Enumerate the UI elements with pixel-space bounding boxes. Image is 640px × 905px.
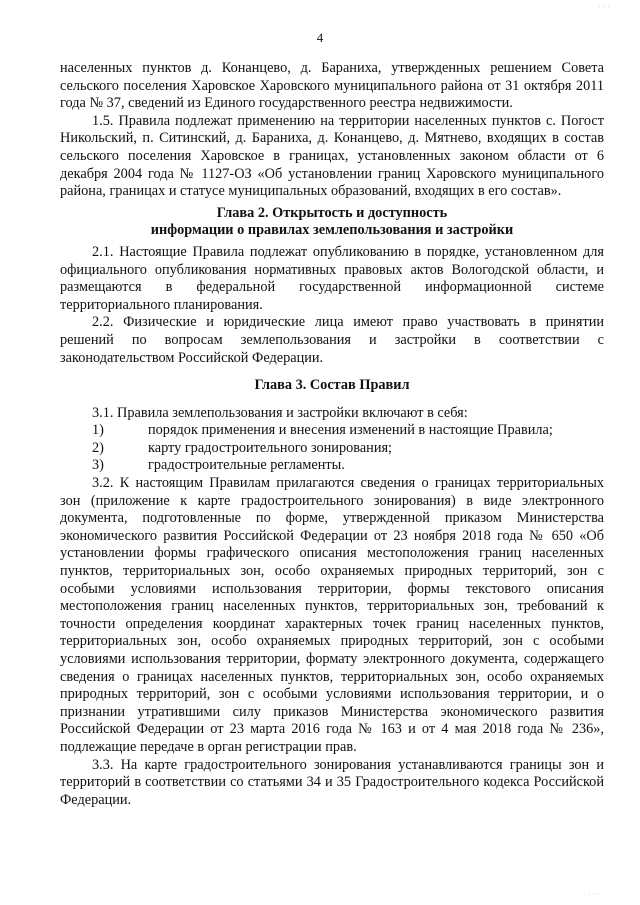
list-item <box>60 457 604 475</box>
chapter-2-title: Глава 2. Открытость и доступность <box>216 204 448 221</box>
chapter-3-title: Глава 3. Состав Правил <box>254 377 410 394</box>
paragraph-1-5: 1.5. Правила подлежат применению на территории населенных пунктов с. Погост Никольский, п. Ситинский, д. Бараниха, д. Конанцево, д. Мятнево, входящих в состав сельского поселения Харовское в границах, установленных законом области от 6 декабря 2004 года № 1127-ОЗ «Об установлении границ Харовского муниципального района, границах и статусе муниципальных образований, входящих в его состав». <box>60 112 604 200</box>
intro-paragraph: населенных пунктов д. Конанцево, д. Бараниха, утвержденных решением Совета сельского поселения Харовское Харовского муниципального района от 31 октября 2011 года № 37, сведений из Единого государственного реестра недвижимости. <box>60 60 604 112</box>
list-item-number: 2) <box>92 439 104 456</box>
list-item-text: порядок применения и внесения изменений в настоящие Правила; <box>148 422 553 439</box>
paragraph-2-2: 2.2. Физические и юридические лица имеют право участвовать в принятии решений по вопросам землепользования и застройки в соответствии с законодательством Российской Федерации. <box>60 314 604 366</box>
paragraph-3-2: 3.2. К настоящим Правилам прилагаются сведения о границах территориальных зон (приложение к карте градостроительного зонирования) в виде электронного документа, подготовленные по форме, утвержденной приказом Министерства экономического развития Российской Федерации от 23 ноября 2018 года № 650 «Об установлении формы графического описания местоположения границ населенных пунктов, территориальных зон, особо охраняемых природных территорий, зон с особыми условиями использования территории, формы текстового описания местоположения границ населенных пунктов, территориальных зон, требований к точности определения координат характерных точек границ населенных пунктов, территориальных зон, особо охраняемых природных территорий, зон с особыми условиями использования территории, формату электронного документа, содержащего сведения о границах населенных пунктов, территориальных зон, особо охраняемых природных территорий, зон с особыми условиями использования территории, и о признании утратившими силу приказов Министерства экономического развития Российской Федерации от 23 марта 2016 года № 163 и от 4 мая 2018 года № 236», подлежащие передаче в орган регистрации прав. <box>60 475 604 755</box>
paragraph-3-3: 3.3. На карте градостроительного зонирования устанавливаются границы зон и территорий в соответствии со статьями 34 и 35 Градостроительного кодекса Российской Федерации. <box>60 756 604 808</box>
list-item-number: 3) <box>92 457 104 474</box>
list-item-number: 1) <box>92 422 104 439</box>
list-item-text: градостроительные регламенты. <box>148 457 345 474</box>
scan-mark: · · · <box>588 890 600 899</box>
list-item <box>60 440 604 458</box>
list-item <box>60 422 604 440</box>
chapter-2-subtitle: информации о правилах землепользования и застройки <box>150 222 514 239</box>
scan-mark: · · · <box>598 2 610 11</box>
paragraph-3-1: 3.1. Правила землепользования и застройки включают в себя: <box>92 404 468 421</box>
list-item-text: карту градостроительного зонирования; <box>148 439 393 456</box>
paragraph-2-1: 2.1. Настоящие Правила подлежат опубликованию в порядке, установленном для официального опубликования нормативных правовых актов Вологодской области, и размещаются в федеральной государственной информационной системе территориального планирования. <box>60 243 604 313</box>
page-number: 4 <box>316 30 324 45</box>
